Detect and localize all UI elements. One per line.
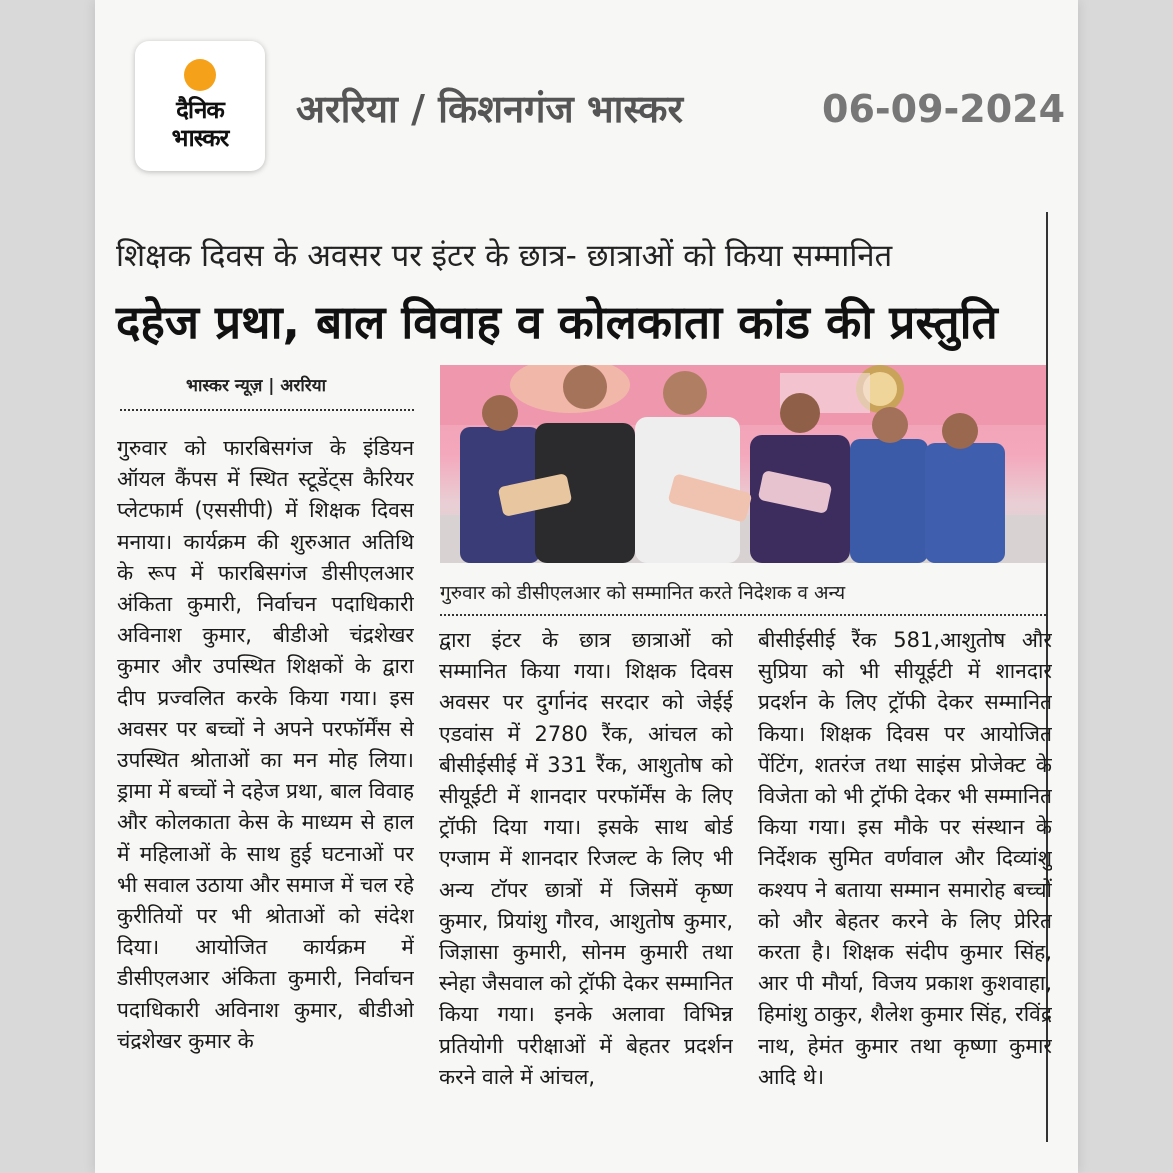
byline: भास्कर न्यूज़ | अररिया: [186, 376, 326, 396]
logo-text-line1: दैनिक: [176, 96, 224, 124]
article-column-1: गुरुवार को फारबिसगंज के इंडियन ऑयल कैंपस में स्थित स्टूडेंट्स कैरियर प्लेटफार्म (एससीपी) में शिक्षक दिवस मनाया। कार्यक्रम की शुरुआत अतिथि के रूप में फारबिसगंज डीसीएलआर अंकिता कुमारी, निर्वाचन पदाधिकारी अविनाश कुमार, बीडीओ चंद्रशेखर कुमार और उपस्थित शिक्षकों के द्वारा दीप प्रज्वलित करके किया गया। इस अवसर पर बच्चों ने अपने परफॉर्मेंस से उपस्थित श्रोताओं का मन मोह लिया। ड्रामा में बच्चों ने दहेज प्रथा, बाल विवाह और कोलकाता केस के माध्यम से हाल में महिलाओं के साथ हुई घटनाओं पर भी सवाल उठाया और समाज में चल रहे कुरीतियों पर भी श्रोताओं को संदेश दिया। आयोजित कार्यक्रम में डीसीएलआर अंकिता कुमारी, निर्वाचन पदाधिकारी अविनाश कुमार, बीडीओ चंद्रशेखर कुमार के: [117, 436, 414, 1053]
byline-divider: [120, 409, 414, 411]
article-column-2: द्वारा इंटर के छात्र छात्राओं को सम्मानित किया गया। शिक्षक दिवस अवसर पर दुर्गानंद सरदार को जेईई एडवांस में 2780 रैंक, आंचल को बीसीईसीई में 331 रैंक, आशुतोष को सीयूईटी में शानदार परफॉर्मेंस के लिए ट्रॉफी दिया गया। इसके साथ बोर्ड एग्जाम में शानदार रिजल्ट के लिए भी अन्य टॉपर छात्रों में जिसमें कृष्ण कुमार, प्रियांशु गौरव, आशुतोष कुमार, जिज्ञासा कुमारी, सोनम कुमारी तथा स्नेहा जैसवाल को ट्रॉफी देकर सम्मानित किया गया। इनके अलावा विभिन्न प्रतियोगी परीक्षाओं में बेहतर प्रदर्शन करने वाले में आंचल,: [439, 628, 733, 1089]
photo-caption: गुरुवार को डीसीएलआर को सम्मानित करते निदेशक व अन्य: [440, 582, 846, 604]
article-column-3: बीसीईसीई रैंक 581,आशुतोष और सुप्रिया को भी सीयूईटी में शानदार प्रदर्शन के लिए ट्रॉफी देकर सम्मानित किया। शिक्षक दिवस पर आयोजित पेंटिंग, शतरंज तथा साइंस प्रोजेक्ट के विजेता को भी ट्रॉफी देकर भी सम्मानित किया गया। इस मौके पर संस्थान के निर्देशक सुमित वर्णवाल और दिव्यांशु कश्यप ने बताया सम्मान समारोह बच्चों को और बेहतर करने के लिए प्रेरित करता है। शिक्षक संदीप कुमार सिंह, आर पी मौर्या, विजय प्रकाश कुशवाहा, हिमांशु ठाकुर, शैलेश कुमार सिंह, रविंद्र नाथ, हेमंत कुमार तथा कृष्णा कुमार आदि थे।: [758, 628, 1052, 1089]
edition-name: अररिया / किशनगंज भास्कर: [296, 87, 684, 131]
sun-icon: [184, 59, 216, 91]
event-photo: [440, 365, 1046, 563]
subheadline: शिक्षक दिवस के अवसर पर इंटर के छात्र- छात्राओं को किया सम्मानित: [116, 238, 893, 274]
headline: दहेज प्रथा, बाल विवाह व कोलकाता कांड की प्रस्तुति: [116, 295, 998, 349]
publication-date: 06-09-2024: [822, 87, 1066, 131]
event-photo-illustration: [440, 365, 1046, 563]
dainik-bhaskar-logo: [135, 41, 265, 171]
logo-text-line2: भास्कर: [171, 124, 229, 152]
caption-divider: [440, 614, 1046, 616]
